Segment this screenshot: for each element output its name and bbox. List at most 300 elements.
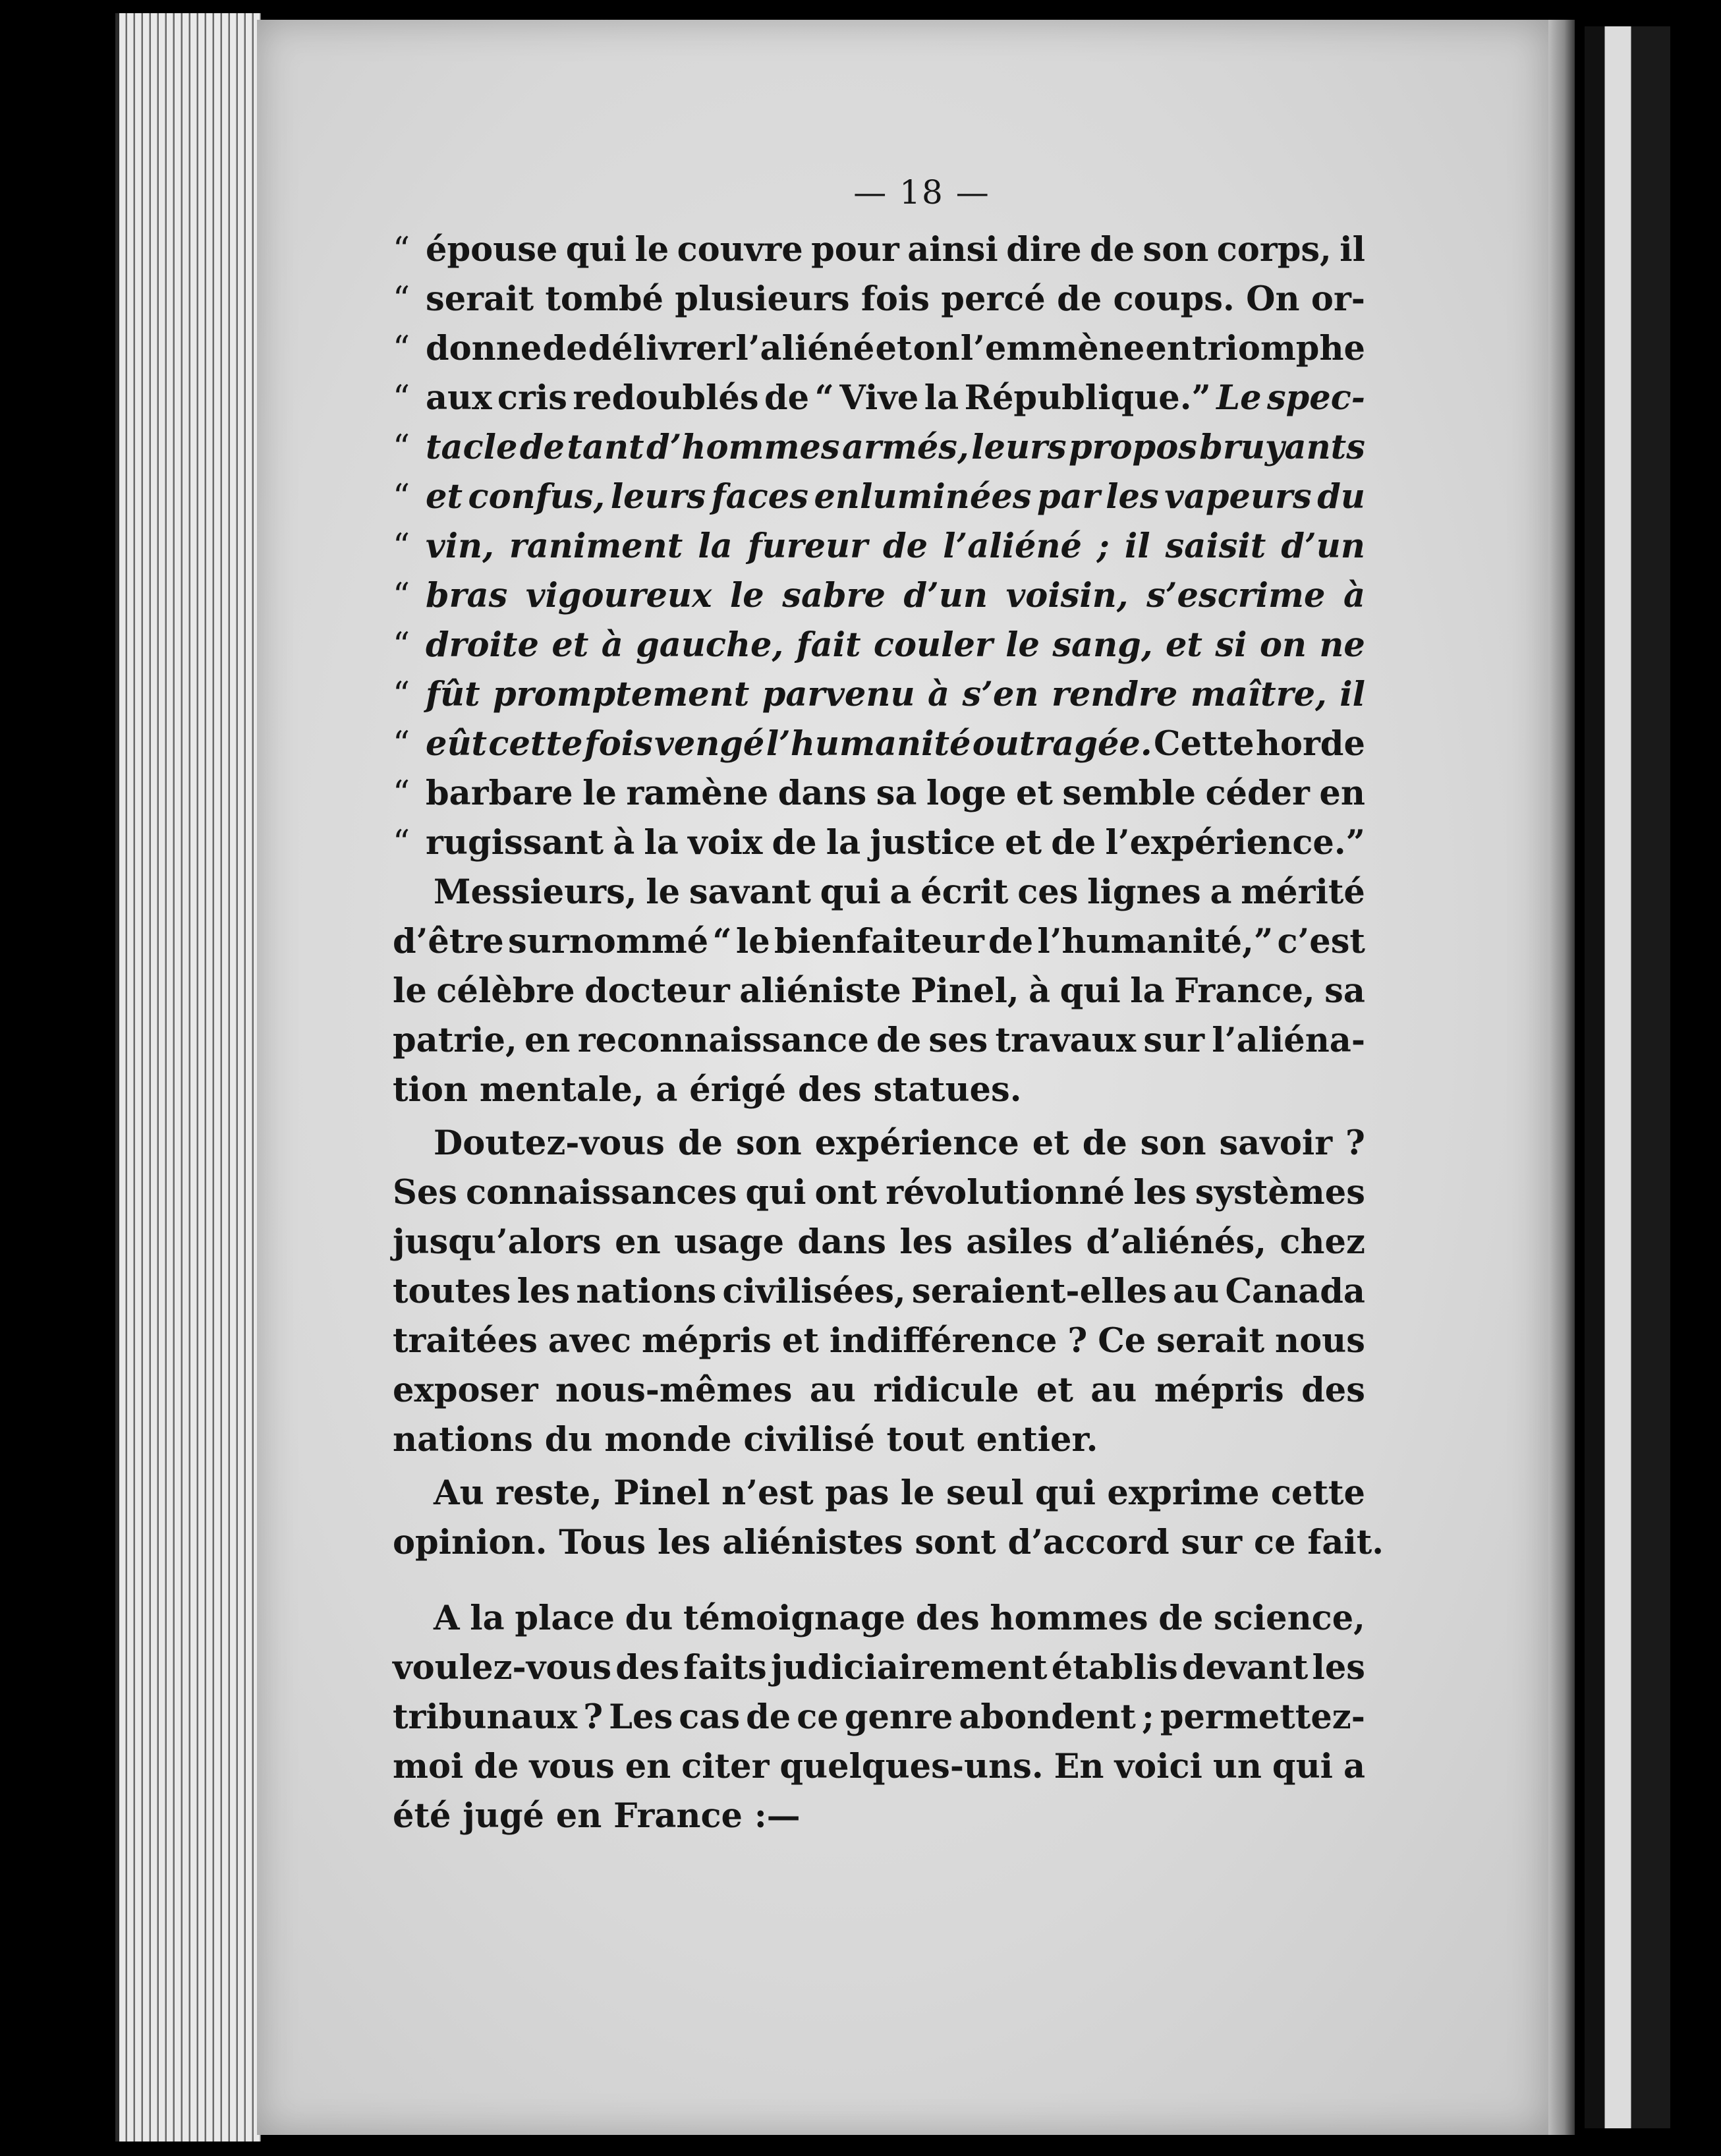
word: Doutez-vous <box>434 1123 665 1163</box>
word: au <box>809 1371 856 1410</box>
word: horde <box>1255 724 1365 764</box>
word: a <box>889 872 912 912</box>
word: statues. <box>873 1070 1022 1110</box>
word: confus, <box>468 477 606 517</box>
word: de <box>1057 279 1102 319</box>
word: Pinel <box>613 1473 710 1513</box>
word: dans <box>777 774 867 813</box>
word: le <box>729 576 764 615</box>
word: permettez- <box>1160 1697 1365 1737</box>
word: qui <box>1272 1747 1334 1786</box>
quotation-block <box>393 225 1365 868</box>
word: connaissances <box>466 1173 737 1212</box>
quote-mark: “ <box>393 379 410 418</box>
word: son <box>735 1123 802 1163</box>
word: du <box>625 1599 673 1638</box>
paragraph <box>393 1594 1365 1841</box>
word: barbare <box>426 774 573 813</box>
word: travaux <box>995 1021 1137 1060</box>
word: à <box>601 625 623 665</box>
quote-mark: “ <box>393 725 410 764</box>
word: de <box>1051 823 1096 863</box>
word: les <box>657 1523 711 1562</box>
word: par <box>1037 477 1100 517</box>
word: l’aliéné <box>735 329 875 368</box>
word: chez <box>1280 1222 1365 1262</box>
word: genre <box>844 1697 953 1737</box>
word: et <box>1165 625 1202 665</box>
quote-line <box>393 275 1365 324</box>
word: le <box>900 1473 935 1513</box>
word: surnommé <box>507 922 709 961</box>
word: redoublés <box>573 378 759 418</box>
word: de <box>519 428 565 467</box>
word: en <box>625 1747 671 1786</box>
word: sa <box>1324 971 1365 1011</box>
word: révolutionné <box>886 1173 1125 1212</box>
word: tout <box>886 1420 965 1460</box>
word: voisin, <box>1005 576 1129 615</box>
word: parvenu <box>762 675 915 714</box>
word: abondent <box>959 1697 1136 1737</box>
word: or- <box>1311 279 1365 319</box>
text-line <box>393 1643 1365 1693</box>
word: expérience <box>814 1123 1019 1163</box>
quote-mark: “ <box>393 675 410 714</box>
word: plusieurs <box>675 279 850 319</box>
quote-line <box>393 720 1365 769</box>
word: et <box>1036 1371 1073 1410</box>
word: Tous <box>559 1523 646 1562</box>
word: d’accord <box>1007 1523 1170 1562</box>
word: savoir <box>1219 1123 1333 1163</box>
word: raniment <box>509 526 683 566</box>
word: opinion. <box>393 1523 548 1562</box>
text-line <box>393 1594 1365 1643</box>
word: un <box>1212 1747 1262 1786</box>
word: reste, <box>495 1473 602 1513</box>
word: des <box>615 1648 680 1688</box>
word: fait. <box>1307 1523 1384 1562</box>
word: de <box>876 1021 922 1060</box>
word: reconnaissance <box>577 1021 869 1060</box>
word: nous <box>1275 1321 1365 1361</box>
word: en <box>1319 774 1365 813</box>
word: le <box>582 774 617 813</box>
word: enluminées <box>814 477 1032 517</box>
word: voulez-vous <box>393 1648 612 1688</box>
word: En <box>1054 1747 1104 1786</box>
word: Canada <box>1225 1272 1365 1311</box>
word: fois <box>584 724 653 764</box>
quote-line <box>393 374 1365 423</box>
word: ; <box>1141 1697 1154 1737</box>
word: sabre <box>782 576 886 615</box>
quote-line-text <box>426 472 1365 522</box>
word: sa <box>876 774 917 813</box>
word: en <box>1145 329 1191 368</box>
word: ? <box>1067 1321 1088 1361</box>
word: semble <box>1062 774 1196 813</box>
word: savant <box>689 872 811 912</box>
word: justice <box>870 823 996 863</box>
word: qui <box>745 1173 806 1212</box>
quote-mark: “ <box>393 280 410 319</box>
word: :— <box>754 1796 801 1836</box>
word: témoignage <box>683 1599 906 1638</box>
word: aliénistes <box>722 1523 903 1562</box>
quote-line-text <box>426 275 1365 324</box>
quote-line-text <box>426 818 1365 868</box>
word: armés, <box>841 428 969 467</box>
word: ? <box>1345 1123 1365 1163</box>
word: asiles <box>966 1222 1073 1262</box>
text-line <box>393 1693 1365 1742</box>
word: sang, <box>1052 625 1153 665</box>
quote-mark: “ <box>393 329 410 368</box>
word: Le <box>1216 378 1262 418</box>
word: serait <box>1156 1321 1265 1361</box>
quote-line-text <box>426 621 1365 670</box>
word: indifférence <box>829 1321 1058 1361</box>
word: les <box>1106 477 1159 517</box>
word: science, <box>1213 1599 1365 1638</box>
word: vengé <box>654 724 765 764</box>
word: la <box>1130 971 1165 1011</box>
word: dire <box>1006 230 1082 270</box>
page-text <box>393 168 1384 1841</box>
word: corps, <box>1216 230 1332 270</box>
word: cette <box>488 724 583 764</box>
word: si <box>1215 625 1247 665</box>
word: systèmes <box>1195 1173 1365 1212</box>
quote-line <box>393 769 1365 818</box>
quote-line <box>393 324 1365 374</box>
word: et <box>426 477 463 517</box>
word: on <box>913 329 960 368</box>
word: voix <box>687 823 763 863</box>
word: aux <box>426 378 492 418</box>
word: eût <box>426 724 488 764</box>
text-line <box>393 1792 1365 1841</box>
word: spec- <box>1266 378 1365 418</box>
word: les <box>517 1272 571 1311</box>
word: dans <box>797 1222 886 1262</box>
word: le <box>646 872 681 912</box>
word: entier. <box>976 1420 1098 1460</box>
word: hommes <box>990 1599 1148 1638</box>
word: les <box>899 1222 953 1262</box>
word: la <box>644 823 679 863</box>
word: vapeurs <box>1164 477 1312 517</box>
word: qui <box>565 230 627 270</box>
word: propos <box>1068 428 1197 467</box>
word: on <box>1259 625 1307 665</box>
word: promptement <box>493 675 750 714</box>
text-line <box>393 1469 1365 1518</box>
quote-mark: “ <box>393 626 410 665</box>
word: il <box>1340 230 1365 270</box>
word: a <box>1210 872 1232 912</box>
word: A <box>434 1599 460 1638</box>
word: de <box>542 329 588 368</box>
word: à <box>928 675 950 714</box>
word: outragée. <box>972 724 1152 764</box>
quote-line <box>393 522 1365 571</box>
word: vous <box>529 1747 615 1786</box>
word: l’aliéné <box>943 526 1082 566</box>
word: écrit <box>920 872 1009 912</box>
text-line <box>393 1742 1365 1792</box>
word: sur <box>1181 1523 1243 1562</box>
word: le <box>735 922 770 961</box>
word: s’en <box>962 675 1039 714</box>
book-page-edges <box>115 13 261 2142</box>
word: d’un <box>1281 526 1365 566</box>
word: l’emmène <box>960 329 1145 368</box>
word: avec <box>548 1321 632 1361</box>
word: loge <box>926 774 1007 813</box>
word: gauche, <box>636 625 784 665</box>
word: mérité <box>1241 872 1365 912</box>
text-line <box>393 1317 1365 1366</box>
quote-mark: “ <box>393 231 410 270</box>
word: délivrer <box>588 329 735 368</box>
quote-line-text <box>426 769 1365 818</box>
word: ont <box>814 1173 878 1212</box>
word: de <box>772 823 817 863</box>
text-line <box>393 1119 1365 1168</box>
word: aliéniste <box>739 971 901 1011</box>
quote-line-text <box>426 225 1365 275</box>
word: et <box>1032 1123 1069 1163</box>
word: la <box>924 378 959 418</box>
word: toutes <box>393 1272 511 1311</box>
word: au <box>1173 1272 1220 1311</box>
word: des <box>1301 1371 1365 1410</box>
text-line <box>393 1415 1365 1465</box>
text-line <box>393 868 1365 917</box>
word: Vive <box>839 378 919 418</box>
word: bienfaiteur <box>774 922 984 961</box>
word: cette <box>1270 1473 1365 1513</box>
quote-mark: “ <box>393 428 410 467</box>
word: bras <box>426 576 508 615</box>
word: exprime <box>1107 1473 1260 1513</box>
word: érigé <box>689 1070 787 1110</box>
word: ses <box>928 1021 988 1060</box>
word: place <box>515 1599 615 1638</box>
word: fait <box>796 625 861 665</box>
word: de <box>677 1123 723 1163</box>
page-gutter-shadow <box>1548 20 1575 2135</box>
word: leurs <box>610 477 706 517</box>
word: fois <box>861 279 930 319</box>
word: d’être <box>393 922 504 961</box>
word: vigoureux <box>525 576 712 615</box>
word: couvre <box>677 230 803 270</box>
quote-line-text <box>426 571 1365 621</box>
word: moi <box>393 1747 464 1786</box>
word: mépris <box>1154 1371 1284 1410</box>
word: c’est <box>1277 922 1365 961</box>
text-line <box>393 1267 1365 1317</box>
word: la <box>698 526 733 566</box>
word: tribunaux <box>393 1697 578 1737</box>
text-line <box>393 1218 1365 1267</box>
text-line <box>393 1366 1365 1415</box>
text-line <box>393 917 1365 967</box>
word: céder <box>1205 774 1310 813</box>
quote-line-text <box>426 670 1365 720</box>
word: du <box>544 1420 593 1460</box>
word: leurs <box>971 428 1067 467</box>
quote-mark: “ <box>393 527 410 566</box>
quote-mark: “ <box>393 774 410 813</box>
word: de <box>1158 1599 1204 1638</box>
word: la <box>470 1599 505 1638</box>
quote-line <box>393 423 1365 472</box>
word: Au <box>434 1473 484 1513</box>
quote-mark: “ <box>393 478 410 517</box>
word: à <box>613 823 635 863</box>
word: exposer <box>393 1371 538 1410</box>
word: s’escrime <box>1146 576 1326 615</box>
word: faces <box>711 477 808 517</box>
word: maître, <box>1190 675 1327 714</box>
word: a <box>656 1070 678 1110</box>
word: épouse <box>426 230 558 270</box>
word: l’humanité <box>766 724 971 764</box>
word: qui <box>820 872 881 912</box>
quote-line <box>393 571 1365 621</box>
word: République.” <box>964 378 1211 418</box>
word: en <box>524 1021 571 1060</box>
word: ainsi <box>907 230 998 270</box>
word: jugé <box>463 1796 544 1836</box>
text-line <box>393 1016 1365 1065</box>
word: usage <box>674 1222 785 1262</box>
word: qui <box>1059 971 1121 1011</box>
word: sur <box>1143 1021 1205 1060</box>
word: jusqu’alors <box>393 1222 602 1262</box>
word: le <box>635 230 669 270</box>
word: le <box>393 971 427 1011</box>
text-line <box>393 1518 1384 1568</box>
word: nations <box>576 1272 717 1311</box>
word: France <box>613 1796 743 1836</box>
quote-line-text <box>426 324 1365 374</box>
word: Les <box>609 1697 673 1737</box>
word: ce <box>1254 1523 1296 1562</box>
word: et <box>551 625 589 665</box>
word: ridicule <box>873 1371 1019 1410</box>
word: Cette <box>1153 724 1255 764</box>
word: de <box>764 378 810 418</box>
quote-line <box>393 472 1365 522</box>
word: droite <box>426 625 539 665</box>
word: de <box>988 922 1034 961</box>
quote-line-text <box>426 720 1365 769</box>
word: son <box>1140 1123 1206 1163</box>
word: au <box>1090 1371 1137 1410</box>
word: pour <box>811 230 899 270</box>
word: citer <box>681 1747 770 1786</box>
word: seraient-elles <box>911 1272 1167 1311</box>
word: pas <box>825 1473 889 1513</box>
word: en <box>615 1222 661 1262</box>
word: ces <box>1017 872 1079 912</box>
word: nations <box>393 1420 533 1460</box>
word: son <box>1143 230 1209 270</box>
word: percé <box>941 279 1046 319</box>
word: et <box>875 329 913 368</box>
word: France, <box>1174 971 1315 1011</box>
quote-line-text <box>426 374 1365 423</box>
word: ce <box>797 1697 839 1737</box>
word: civilisé <box>743 1420 875 1460</box>
word: d’hommes <box>646 428 840 467</box>
word: sont <box>915 1523 996 1562</box>
quote-line-text <box>426 423 1365 472</box>
word: cas <box>679 1697 741 1737</box>
word: il <box>1340 675 1365 714</box>
word: célèbre <box>436 971 575 1011</box>
word: devant <box>1181 1648 1309 1688</box>
word: et <box>781 1321 819 1361</box>
word: cris <box>497 378 567 418</box>
word: le <box>1005 625 1040 665</box>
word: voici <box>1114 1747 1202 1786</box>
word: à <box>1029 971 1051 1011</box>
word: rugissant <box>426 823 604 863</box>
quote-line <box>393 225 1365 275</box>
word: coups. <box>1113 279 1235 319</box>
word: vin, <box>426 526 494 566</box>
word: ? <box>583 1697 604 1737</box>
word: mentale, <box>479 1070 644 1110</box>
word: docteur <box>584 971 730 1011</box>
word: des <box>797 1070 862 1110</box>
word: il <box>1124 526 1150 566</box>
word: judiciairement <box>770 1648 1048 1688</box>
text-line <box>393 967 1365 1016</box>
word: nous-mêmes <box>555 1371 793 1410</box>
word: d’un <box>903 576 988 615</box>
adjacent-page-edge <box>1585 26 1670 2128</box>
word: traitées <box>393 1321 538 1361</box>
word: établis <box>1051 1648 1178 1688</box>
word: Ce <box>1098 1321 1146 1361</box>
word: des <box>915 1599 980 1638</box>
word: de <box>1089 230 1135 270</box>
word: ; <box>1097 526 1110 566</box>
page-number: — 18 — <box>853 173 990 212</box>
word: patrie, <box>393 1021 517 1060</box>
paragraph <box>393 1119 1365 1465</box>
word: seul <box>945 1473 1024 1513</box>
word: quelques-uns. <box>779 1747 1044 1786</box>
word: On <box>1246 279 1300 319</box>
word: mépris <box>641 1321 772 1361</box>
word: les <box>1133 1173 1187 1212</box>
word: “ <box>712 922 732 961</box>
word: Pinel, <box>911 971 1019 1011</box>
word: bruyants <box>1199 428 1365 467</box>
word: de <box>882 526 928 566</box>
word: qui <box>1034 1473 1096 1513</box>
word: donne <box>426 329 542 368</box>
